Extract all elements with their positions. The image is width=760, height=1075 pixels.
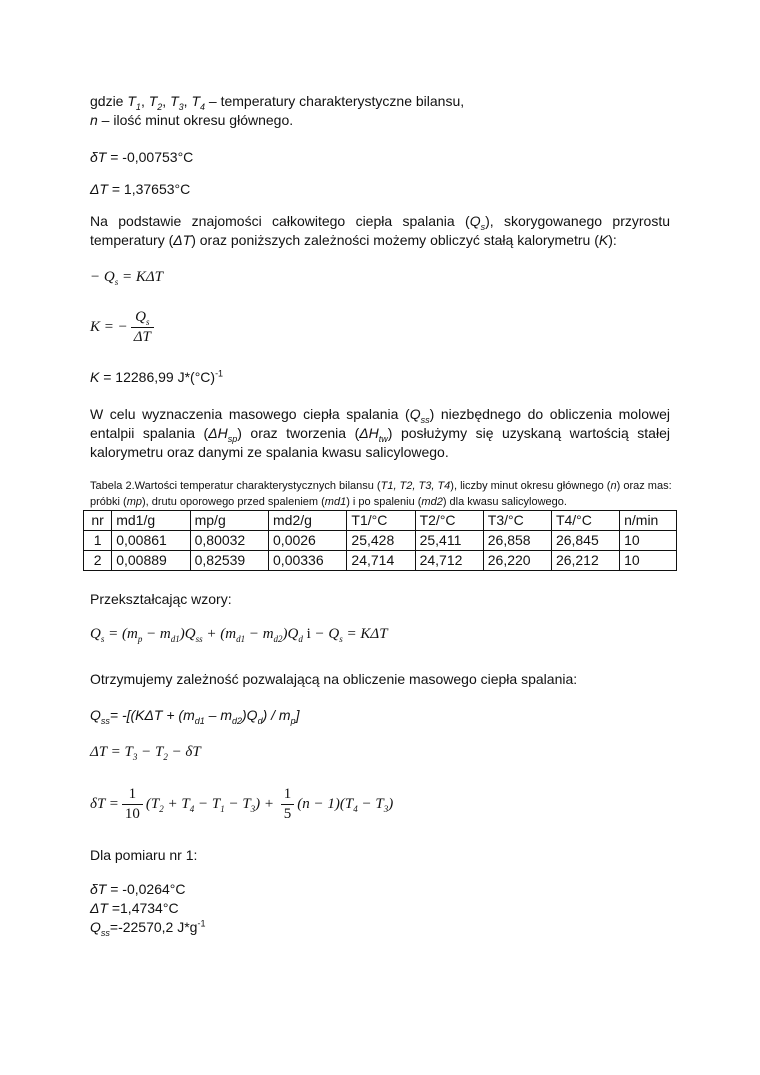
big-delta-value: ΔT = 1,37653°C bbox=[90, 181, 191, 197]
table-header-row bbox=[84, 511, 677, 531]
small-delta-value: δT = -0,00753°C bbox=[90, 149, 194, 165]
equation-delta-t: $\Delta T = T_3 - T_2 - \delta T$ bbox=[90, 744, 201, 762]
table-cell: 26,858 bbox=[483, 531, 551, 551]
table-cell: 0,80032 bbox=[190, 531, 268, 551]
table-cell: 26,845 bbox=[551, 531, 619, 551]
table-cell: 0,82539 bbox=[190, 551, 268, 571]
table-cell: 0,00336 bbox=[269, 551, 347, 571]
table-cell: 0,0026 bbox=[269, 531, 347, 551]
result-qss: $Q_{ss}=-22570,2$ $J*g^{-1}$ bbox=[90, 918, 206, 938]
equation-k-definition: K = − $\frac{Q_s}{\Delta T}$ bbox=[90, 308, 670, 347]
header-n: n/min bbox=[620, 511, 677, 531]
header-mp: mp/g bbox=[190, 511, 268, 531]
data-table bbox=[83, 510, 677, 571]
table-cell: 2 bbox=[84, 551, 112, 571]
header-t4: T4/°C bbox=[551, 511, 619, 531]
measure-label: Dla pomiaru nr 1: bbox=[90, 847, 198, 863]
header-t2: T2/°C bbox=[415, 511, 483, 531]
paragraph-mass-heat: W celu wyznaczenia masowego ciepła spalania $(Q_{ss})$ niezbędnego do obliczenia molowej entalpii spalania $(\Delta H_{sp})$ oraz tworzenia $(\Delta H_{tw})$ posłużymy się uzyskaną wartością stałej kalorymetru oraz danymi ze spalania kwasu salicylowego. bbox=[90, 406, 670, 460]
table-cell: 24,714 bbox=[347, 551, 415, 571]
table-cell: 10 bbox=[620, 551, 677, 571]
header-t1: T1/°C bbox=[347, 511, 415, 531]
table-cell: 25,428 bbox=[347, 531, 415, 551]
equation-qss: $Q_{ss}= -[(K\Delta T + (m_{d1} - m_{d2})Q_d) / m_p]$ bbox=[90, 707, 300, 726]
equation-heat-balance: − $Q_s = K\Delta T$ bbox=[90, 269, 164, 287]
table-caption: Tabela 2.Wartości temperatur charakterystycznych bilansu (T1, T2, T3, T4), liczby minut okresu głównego (n) oraz mas: próbki (mp), drutu oporowego przed spaleniem (md1) i po spaleniu (md2) dla kwasu salicylowego. bbox=[90, 480, 672, 508]
transform-label: Przekształcając wzory: bbox=[90, 591, 232, 607]
table-row bbox=[84, 531, 677, 551]
obtain-label: Otrzymujemy zależność pozwalającą na obliczenie masowego ciepła spalania: bbox=[90, 671, 578, 687]
paragraph-calorimeter-constant: Na podstawie znajomości całkowitego ciepła spalania $(Q_s)$, skorygowanego przyrostu temperatury (ΔT) oraz poniższych zależności możemy obliczyć stałą kalorymetru (K): bbox=[90, 213, 670, 248]
header-t3: T3/°C bbox=[483, 511, 551, 531]
results-block bbox=[90, 880, 670, 937]
k-result: K = 12286,99 $J*(^\circ C)^{-1}$ bbox=[90, 368, 224, 385]
result-small-delta: δT = -0,0264°C bbox=[90, 881, 186, 897]
header-md2: md2/g bbox=[269, 511, 347, 531]
table-cell: 26,212 bbox=[551, 551, 619, 571]
table-cell: 1 bbox=[84, 531, 112, 551]
table-row bbox=[84, 551, 677, 571]
result-big-delta: ΔT =1,4734°C bbox=[90, 900, 179, 916]
header-md1: md1/g bbox=[112, 511, 190, 531]
table-cell: 24,712 bbox=[415, 551, 483, 571]
intro-line-2: n – ilość minut okresu głównego. bbox=[90, 112, 294, 128]
table-cell: 25,411 bbox=[415, 531, 483, 551]
equation-heat-components: $Q_s = (m_p - m_{d1})Q_{ss} + (m_{d1} - m_{d2})Q_d$ $i - Q_s = K\Delta T$ bbox=[90, 626, 388, 644]
table-cell: 0,00889 bbox=[112, 551, 190, 571]
table-cell: 0,00861 bbox=[112, 531, 190, 551]
intro-line-1: gdzie $T_1$, $T_2$, $T_3$, $T_4$ – temperatury charakterystyczne bilansu, bbox=[90, 93, 465, 112]
table-cell: 10 bbox=[620, 531, 677, 551]
intro-paragraph bbox=[90, 92, 670, 130]
table-cell: 26,220 bbox=[483, 551, 551, 571]
header-nr: nr bbox=[84, 511, 112, 531]
equation-small-delta-t: δT = $\frac{1}{10}$ $(T_2 + T_4 - T_1 - T_3)$ + $\frac{1}{5}$ $(n - 1)(T_4 - T_3)$ bbox=[90, 786, 394, 822]
